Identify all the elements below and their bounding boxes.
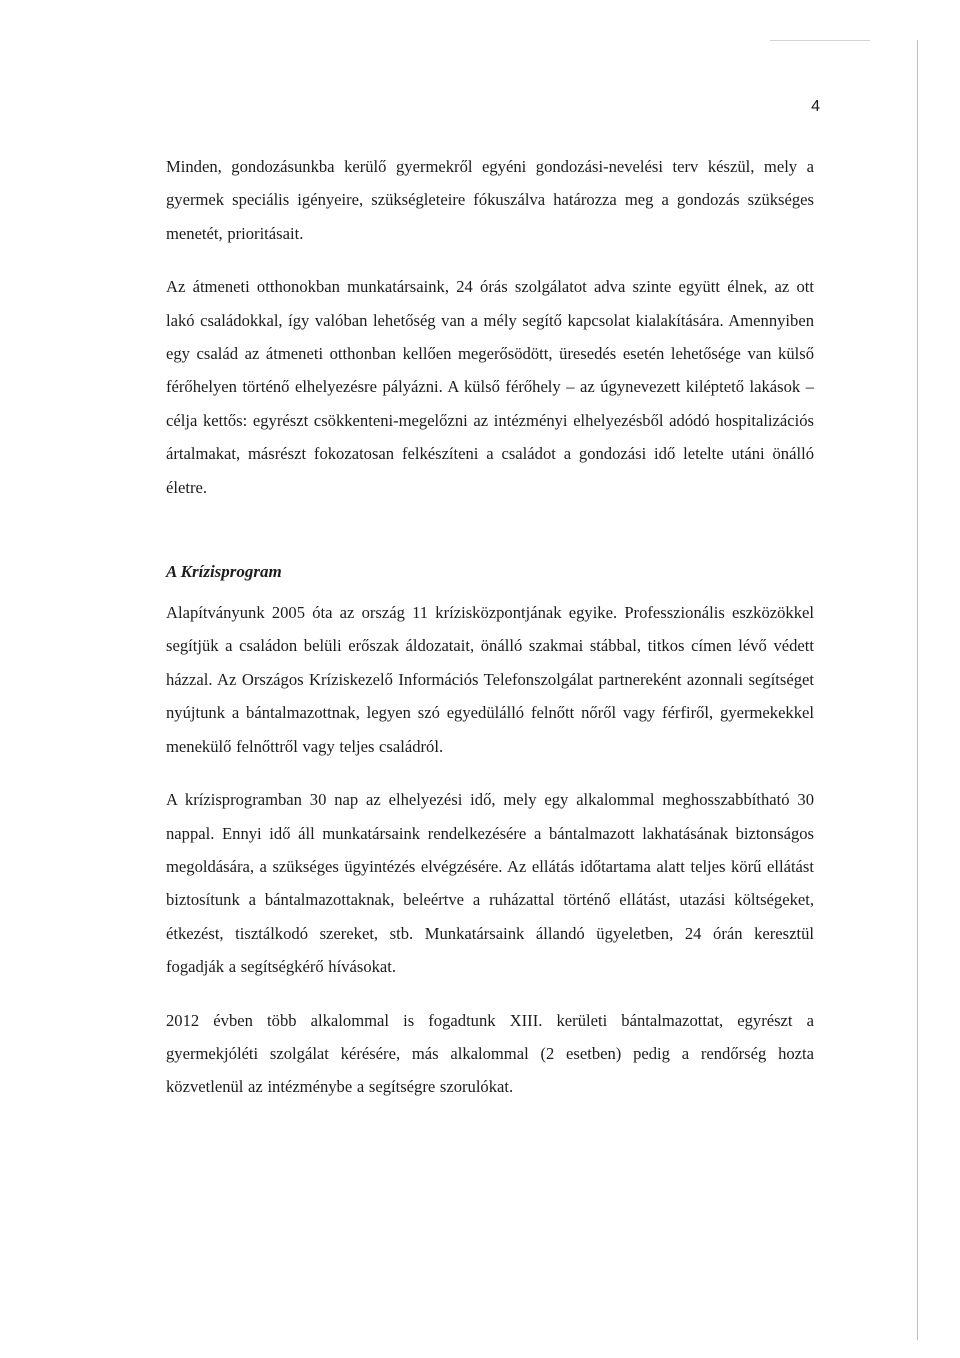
section-heading-crisis-program: A Krízisprogram <box>166 562 282 582</box>
paragraph-transitional-homes: Az átmeneti otthonokban munkatársaink, 24 órás szolgálatot adva szinte együtt élnek, az ott lakó családokkal, így valóban lehetőség van a mély segítő kapcsolat kialakítására. Amennyiben egy család az átmeneti otthonban kellően megerősödött, üresedés esetén lehetősége van külső férőhelyen történő elhelyezésre pályázni. A külső férőhely – az úgynevezett kiléptető lakások – célja kettős: egyrészt csökkenteni-megelőzni az intézményi elhelyezésből adódó hospitalizációs ártalmakat, másrészt fokozatosan felkészíteni a családot a gondozási idő letelte utáni önálló életre. <box>166 277 814 497</box>
document-body <box>166 150 814 1104</box>
paragraph-crisis-center: Alapítványunk 2005 óta az ország 11 krízisközpontjának egyike. Professzionális eszközökkel segítjük a családon belüli erőszak áldozatait, önálló szakmai stábbal, titkos címen lévő védett házzal. Az Országos Kríziskezelő Információs Telefonszolgálat partnereként azonnali segítséget nyújtunk a bántalmazottnak, legyen szó egyedülálló felnőtt nőről vagy férfiről, gyermekekkel menekülő felnőttről vagy teljes családról. <box>166 603 814 756</box>
paragraph-placement-period: A krízisprogramban 30 nap az elhelyezési idő, mely egy alkalommal meghosszabbítható 30 nappal. Ennyi idő áll munkatársaink rendelkezésére a bántalmazott lakhatásának biztonságos megoldására, a szükséges ügyintézés elvégzésére. Az ellátás időtartama alatt teljes körű ellátást biztosítunk a bántalmazottaknak, beleértve a ruházattal történő ellátást, utazási költségeket, étkezést, tisztálkodó szereket, stb. Munkatársaink állandó ügyeletben, 24 órán keresztül fogadják a segítségkérő hívásokat. <box>166 790 814 977</box>
page-number: 4 <box>811 98 820 115</box>
scan-edge-right <box>917 40 918 1340</box>
paragraph-2012-cases: 2012 évben több alkalommal is fogadtunk XIII. kerületi bántalmazottat, egyrészt a gyermekjóléti szolgálat kérésére, más alkalommal (2 esetben) pedig a rendőrség hozta közvetlenül az intézménybe a segítségre szorulókat. <box>166 1010 814 1097</box>
paragraph-care-plan: Minden, gondozásunkba kerülő gyermekről egyéni gondozási-nevelési terv készül, mely a gyermek speciális igényeire, szükségleteire fókuszálva határozza meg a gondozás szükséges menetét, prioritásait. <box>166 157 814 243</box>
scan-edge-top <box>770 40 870 41</box>
